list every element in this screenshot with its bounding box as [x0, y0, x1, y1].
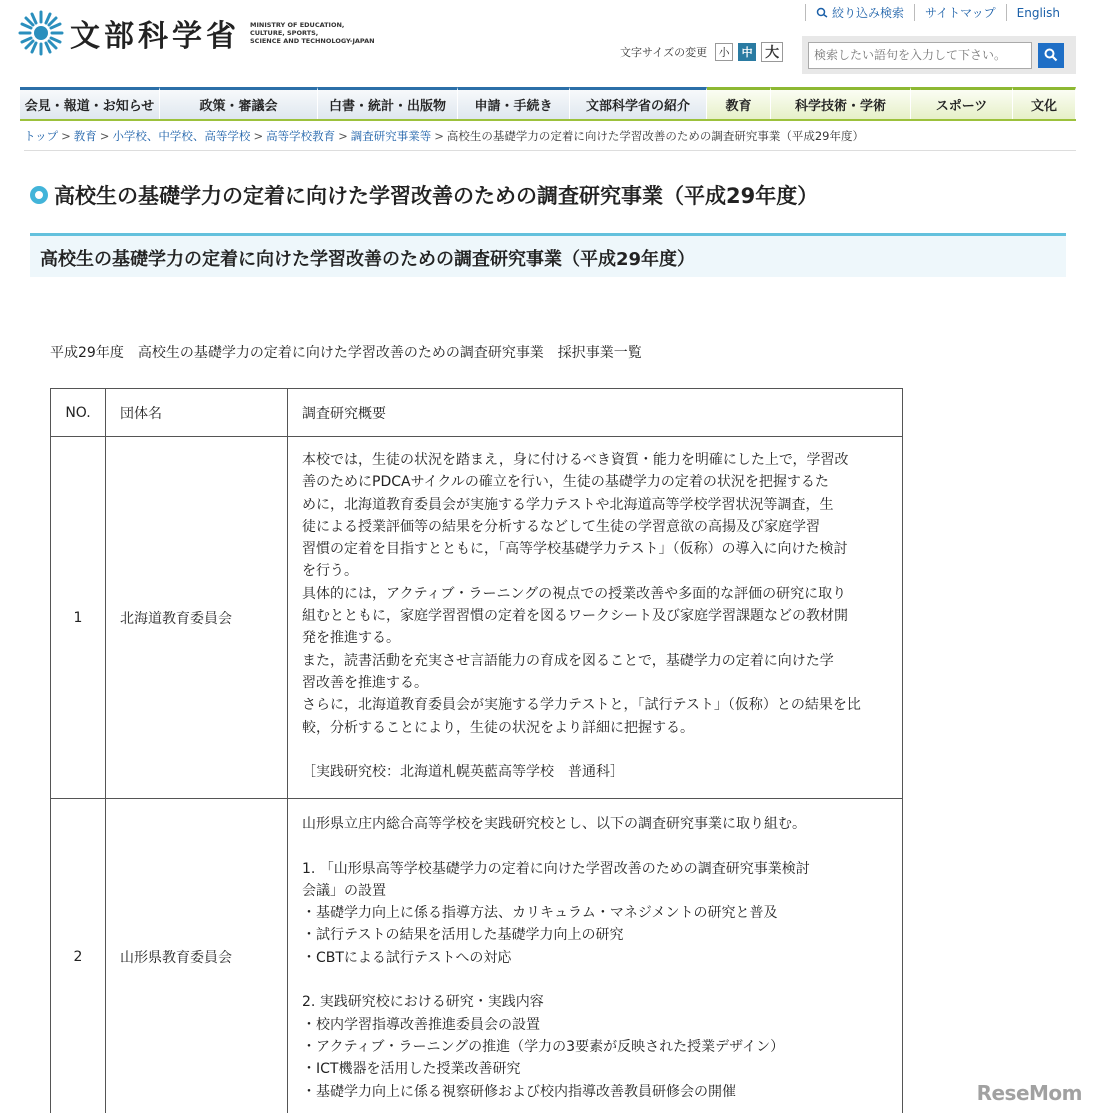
row-organization: 北海道教育委員会: [106, 437, 288, 799]
font-size-small-button[interactable]: 小: [715, 43, 733, 61]
nav-item-culture[interactable]: 文化: [1013, 87, 1076, 119]
summary-line: 習慣の定着を目指すとともに，「高等学校基礎学力テスト」（仮称）の導入に向けた検討: [302, 541, 848, 558]
summary-line: 較，分析することにより，生徒の状況をより詳細に把握する。: [302, 719, 694, 736]
breadcrumb-link[interactable]: 高等学校教育: [266, 129, 336, 143]
resemom-watermark: ReseMom: [976, 1081, 1082, 1105]
search-button[interactable]: [1038, 43, 1064, 68]
nav-item-press[interactable]: 会見・報道・お知らせ: [20, 87, 160, 119]
summary-line: 発を推進する。: [302, 630, 400, 647]
summary-line: ・試行テストの結果を活用した基礎学力向上の研究: [302, 927, 624, 944]
adopted-projects-table: [50, 388, 903, 1113]
font-size-label: 文字サイズの変更: [620, 46, 708, 59]
nav-item-education[interactable]: 教育: [707, 87, 771, 119]
nav-item-about[interactable]: 文部科学省の紹介: [570, 87, 707, 119]
summary-line: [302, 969, 888, 991]
nav-item-application[interactable]: 申請・手続き: [458, 87, 570, 119]
summary-line: ［実践研究校：北海道札幌英藍高等学校 普通科］: [302, 764, 624, 781]
summary-line: [302, 739, 888, 761]
font-size-control: [620, 42, 788, 62]
header-org: 団体名: [106, 389, 288, 437]
row-number: 2: [51, 799, 106, 1113]
search-icon: [816, 7, 829, 18]
search-input[interactable]: [808, 42, 1032, 69]
summary-line: めに，北海道教育委員会が実施する学力テストや北海道高等学校学習状況等調査，生: [302, 496, 834, 513]
sitemap-link[interactable]: サイトマップ: [914, 4, 1006, 21]
row-organization: 山形県教育委員会: [106, 799, 288, 1113]
summary-line: 習改善を推進する。: [302, 674, 428, 691]
summary-line: 善のためにPDCAサイクルの確立を行い，生徒の基礎学力の定着の状況を把握するた: [302, 474, 829, 491]
table-row: [51, 799, 903, 1113]
table-row: [51, 437, 903, 799]
filter-search-link[interactable]: 絞り込み検索: [805, 4, 914, 21]
row-summary: [288, 437, 903, 799]
page-title: 高校生の基礎学力の定着に向けた学習改善のための調査研究事業（平成29年度）: [30, 180, 818, 210]
section-heading: 高校生の基礎学力の定着に向けた学習改善のための調査研究事業（平成29年度）: [30, 233, 1066, 277]
table-caption: 平成29年度 高校生の基礎学力の定着に向けた学習改善のための調査研究事業 採択事業一覧: [50, 345, 642, 361]
nav-item-science[interactable]: 科学技術・学術: [771, 87, 911, 119]
breadcrumb-link[interactable]: 小学校、中学校、高等学校: [112, 129, 251, 143]
summary-line: ・基礎学力向上に係る視察研修および校内指導改善教員研修会の開催: [302, 1083, 736, 1100]
row-summary: [288, 799, 903, 1113]
summary-line: ・アクティブ・ラーニングの推進（学力の3要素が反映された授業デザイン）: [302, 1038, 785, 1055]
summary-line: ・校内学習指導改善推進委員会の設置: [302, 1016, 540, 1033]
breadcrumb: トップ > 教育 > 小学校、中学校、高等学校 > 高等学校教育 > 調査研究事業等 > 高校生の基礎学力の定着に向けた学習改善のための調査研究事業（平成29年度）: [24, 128, 1076, 151]
nav-item-whitepaper[interactable]: 白書・統計・出版物: [318, 87, 458, 119]
summary-line: ・CBTによる試行テストへの対応: [302, 949, 512, 966]
ministry-logo[interactable]: [18, 10, 380, 56]
nav-item-policy[interactable]: 政策・審議会: [160, 87, 318, 119]
utility-links: [805, 4, 1070, 21]
summary-line: 具体的には，アクティブ・ラーニングの視点での授業改善や多面的な評価の研究に取り: [302, 585, 847, 602]
summary-line: を行う。: [302, 563, 358, 580]
logo-japanese-name: 文部科学省: [70, 19, 240, 54]
logo-english-name: MINISTRY OF EDUCATION, CULTURE, SPORTS, SCIENCE AND TECHNOLOGY-JAPAN: [250, 21, 375, 45]
breadcrumb-current: 高校生の基礎学力の定着に向けた学習改善のための調査研究事業（平成29年度）: [446, 129, 864, 143]
summary-line: さらに，北海道教育委員会が実施する学力テストと，「試行テスト」（仮称）との結果を比: [302, 697, 861, 714]
breadcrumb-link[interactable]: トップ: [24, 129, 59, 143]
breadcrumb-link[interactable]: 調査研究事業等: [350, 129, 432, 143]
font-size-medium-button[interactable]: 中: [738, 43, 756, 61]
row-number: 1: [51, 437, 106, 799]
search-box: [802, 36, 1076, 74]
summary-line: 本校では，生徒の状況を踏まえ，身に付けるべき資質・能力を明確にした上で，学習改: [302, 452, 849, 468]
breadcrumb-link[interactable]: 教育: [73, 129, 97, 143]
summary-line: 徒による授業評価等の結果を分析するなどして生徒の学習意欲の高揚及び家庭学習: [302, 518, 820, 535]
header-no: NO.: [51, 389, 106, 437]
site-header: [0, 0, 1096, 86]
summary-line: 組むとともに，家庭学習習慣の定着を図るワークシート及び家庭学習課題などの教材開: [302, 608, 848, 625]
summary-line: [302, 835, 888, 857]
summary-line: 山形県立庄内総合高等学校を実践研究校とし、以下の調査研究事業に取り組む。: [302, 816, 806, 832]
search-icon: [1044, 48, 1058, 62]
main-navigation: [20, 87, 1076, 121]
nav-item-sports[interactable]: スポーツ: [911, 87, 1013, 119]
english-link[interactable]: English: [1006, 4, 1070, 21]
summary-line: 1. 「山形県高等学校基礎学力の定着に向けた学習改善のための調査研究事業検討: [302, 860, 810, 877]
summary-line: 2. 実践研究校における研究・実践内容: [302, 994, 544, 1011]
title-bullet-icon: [30, 186, 48, 204]
summary-line: また，読書活動を充実させ言語能力の育成を図ることで，基礎学力の定着に向けた学: [302, 652, 834, 669]
ministry-emblem-icon: [18, 10, 64, 56]
summary-line: ・ICT機器を活用した授業改善研究: [302, 1061, 521, 1078]
summary-line: ・基礎学力向上に係る指導方法、カリキュラム・マネジメントの研究と普及: [302, 905, 778, 922]
header-summary: 調査研究概要: [288, 389, 903, 437]
table-header-row: [51, 389, 903, 437]
summary-line: 会議」の設置: [302, 882, 386, 899]
font-size-large-button[interactable]: 大: [761, 42, 783, 62]
